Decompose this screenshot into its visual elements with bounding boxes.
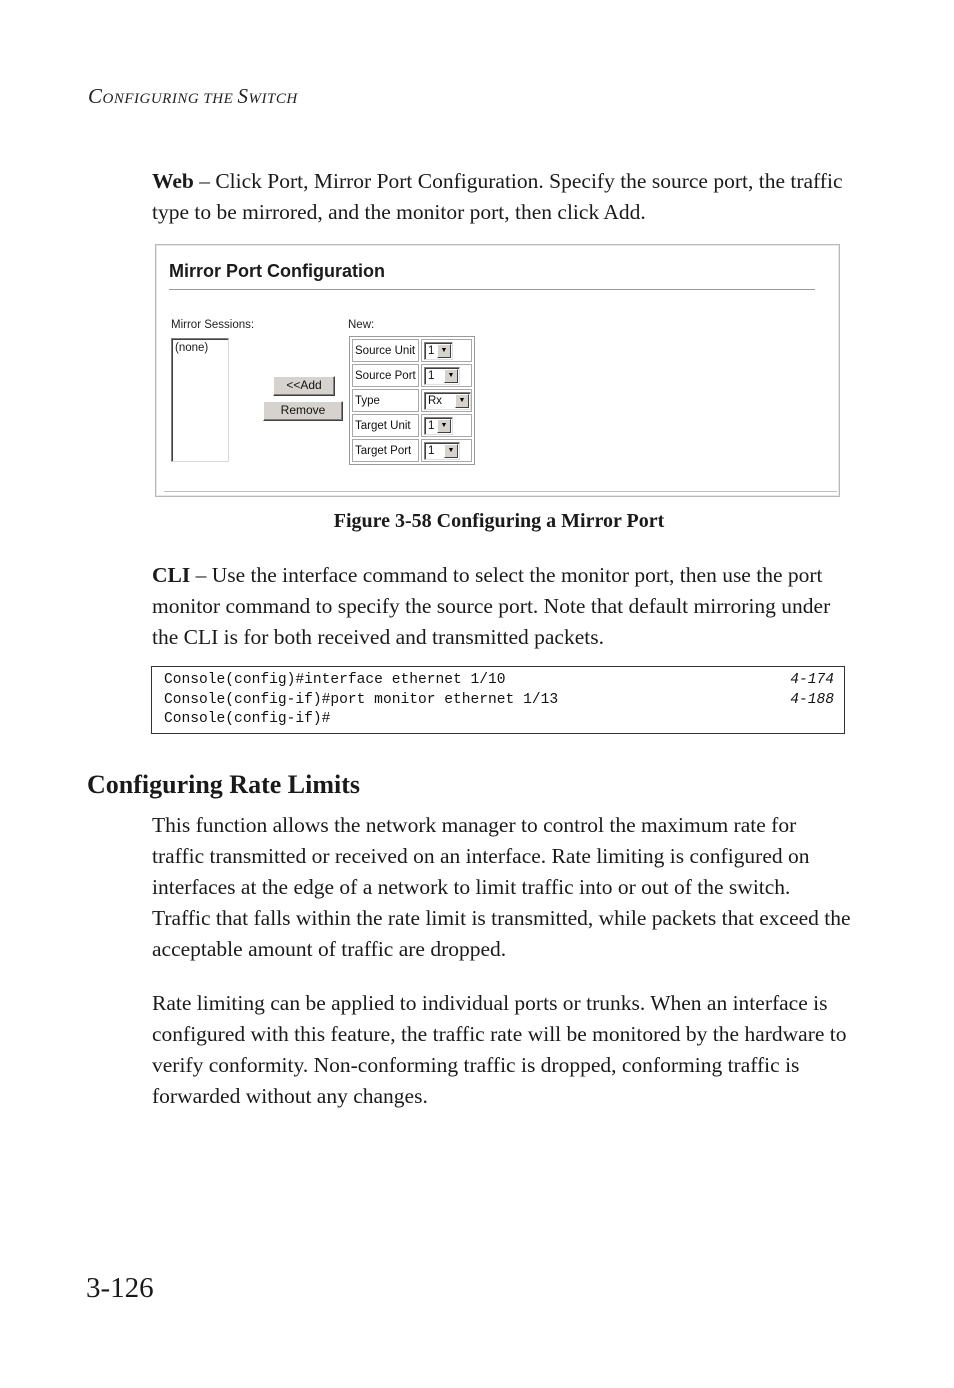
dropdown-arrow-icon[interactable]: ▼	[437, 344, 451, 358]
cli-instructions	[152, 560, 852, 653]
add-button[interactable]: <<Add	[273, 376, 335, 396]
target-unit-label: Target Unit	[352, 414, 419, 437]
running-header-part-2: WITCH	[248, 91, 298, 107]
running-header-part-1: ONFIGURING THE	[102, 91, 238, 107]
type-label: Type	[352, 389, 419, 412]
new-label: New:	[348, 319, 375, 331]
figure-title: Mirror Port Configuration	[169, 261, 385, 281]
target-unit-row	[351, 413, 473, 438]
web-instructions	[152, 166, 852, 228]
cli-lead: CLI	[152, 563, 191, 587]
title-divider	[169, 289, 815, 290]
type-row	[351, 388, 473, 413]
body-paragraph: Rate limiting can be applied to individual ports or trunks. When an interface is configured with this feature, the traffic rate will be monitored by the hardware to verify conformity. Non-conforming traffic is dropped, conforming traffic is forwarded without any changes.	[152, 991, 847, 1108]
target-unit-cell	[421, 414, 472, 437]
target-port-select[interactable]	[424, 442, 460, 460]
target-port-cell	[421, 439, 472, 462]
new-session-form	[349, 336, 475, 465]
code-line	[164, 710, 834, 730]
type-value: Rx	[428, 394, 443, 407]
code-command: Console(config-if)#port monitor ethernet 1/13	[164, 692, 559, 708]
running-header-initial-s: S	[237, 84, 249, 108]
dropdown-arrow-icon[interactable]: ▼	[444, 369, 458, 383]
cli-code-block	[151, 666, 845, 734]
body-paragraph: This function allows the network manager to control the maximum rate for traffic transmitted or received on an interface. Rate limiting is configured on interfaces at the edge of a network to limit traffic into or out of the switch. Traffic that falls within the rate limit is transmitted, while packets that exceed the acceptable amount of traffic are dropped.	[152, 813, 851, 961]
source-port-label: Source Port	[352, 364, 419, 387]
code-command: Console(config-if)#	[164, 711, 331, 727]
running-header	[88, 84, 298, 109]
target-port-value: 1	[428, 444, 435, 457]
dropdown-arrow-icon[interactable]: ▼	[455, 394, 469, 408]
mirror-session-item[interactable]: (none)	[175, 342, 209, 354]
target-port-label: Target Port	[352, 439, 419, 462]
dropdown-arrow-icon[interactable]: ▼	[437, 419, 451, 433]
code-reference: 4-174	[790, 672, 834, 688]
source-unit-label: Source Unit	[352, 339, 419, 362]
source-unit-value: 1	[428, 344, 435, 357]
target-port-row	[351, 438, 473, 463]
type-select[interactable]	[424, 392, 471, 410]
figure-caption: Figure 3-58 Configuring a Mirror Port	[333, 510, 665, 532]
source-unit-select[interactable]	[424, 342, 453, 360]
source-unit-cell	[421, 339, 472, 362]
figure-bottom-divider	[164, 491, 837, 492]
target-unit-value: 1	[428, 419, 435, 432]
code-command: Console(config)#interface ethernet 1/10	[164, 672, 506, 688]
source-port-cell	[421, 364, 472, 387]
source-port-value: 1	[428, 369, 435, 382]
page-number: 3-126	[86, 1272, 154, 1304]
code-line	[164, 691, 834, 711]
mirror-port-figure	[155, 244, 840, 497]
code-reference: 4-188	[790, 692, 834, 708]
web-lead: Web	[152, 169, 194, 193]
target-unit-select[interactable]	[424, 417, 453, 435]
mirror-sessions-list[interactable]	[171, 338, 229, 462]
code-line	[164, 671, 834, 691]
web-text: – Click Port, Mirror Port Configuration. Specify the source port, the traffic type to be mirrored, and the monitor port, then click Add.	[152, 169, 843, 224]
section-heading: Configuring Rate Limits	[87, 770, 360, 799]
source-port-row	[351, 363, 473, 388]
cli-text: – Use the interface command to select the monitor port, then use the port monitor command to specify the source port. Note that default mirroring under the CLI is for both received and transmitted packets.	[152, 563, 831, 649]
remove-button[interactable]: Remove	[263, 401, 343, 421]
type-cell	[421, 389, 472, 412]
running-header-initial-c: C	[88, 84, 103, 108]
mirror-sessions-label: Mirror Sessions:	[171, 319, 255, 331]
source-port-select[interactable]	[424, 367, 460, 385]
source-unit-row	[351, 338, 473, 363]
dropdown-arrow-icon[interactable]: ▼	[444, 444, 458, 458]
